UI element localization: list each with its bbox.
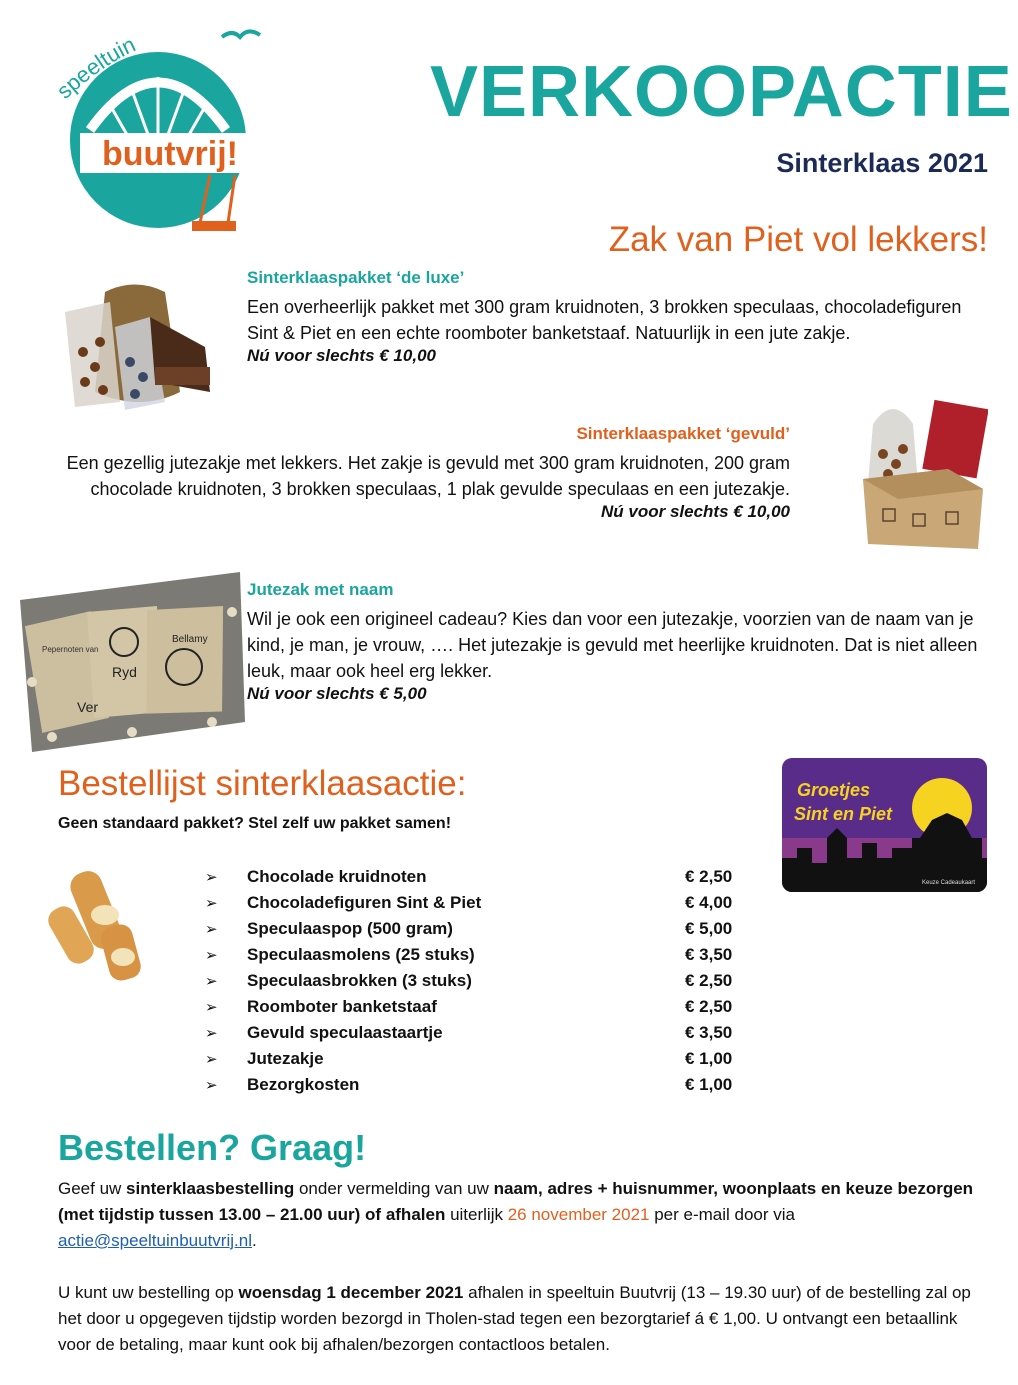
order-item (205, 942, 745, 968)
card-line1: Groetjes (797, 780, 871, 800)
swing-seat-icon (192, 221, 236, 231)
product-description: Wil je ook een origineel cadeau? Kies dan voor een jutezakje, voorzien van de naam van je kind, je man, je vrouw, …. Het jutezakje is gevuld met heerlijke kruidnoten. Dat is niet alleen leuk, maar ook heel erg lekker. (247, 609, 978, 681)
jute-label-1: Pepernoten van (42, 645, 99, 654)
order-item-price: € 4,00 (685, 893, 733, 912)
product-description: Een overheerlijk pakket met 300 gram kruidnoten, 3 brokken speculaas, chocoladefiguren Sint & Piet en een echte roomboter banketstaaf. Natuurlijk in een jute zakje. (247, 297, 962, 343)
order-item-name: Gevuld speculaastaartje (247, 1023, 443, 1042)
order-list (205, 864, 745, 1098)
arrow-bullet-icon: ➢ (205, 869, 218, 886)
arrow-bullet-icon: ➢ (205, 999, 218, 1016)
order-item-name: Jutezakje (247, 1049, 324, 1068)
order-item (205, 916, 745, 942)
text: per e-mail door via (649, 1205, 795, 1224)
arrow-bullet-icon: ➢ (205, 1051, 218, 1068)
card-line2: Sint en Piet (794, 804, 893, 824)
order-item-price: € 3,50 (685, 945, 733, 964)
arrow-bullet-icon: ➢ (205, 1025, 218, 1042)
gift-card-image (782, 758, 987, 892)
arrow-bullet-icon: ➢ (205, 1077, 218, 1094)
product-jutezak (247, 580, 987, 704)
arrow-bullet-icon: ➢ (205, 973, 218, 990)
order-item (205, 1072, 745, 1098)
page-title: VERKOOPACTIE (430, 52, 1013, 132)
text: . (251, 1231, 257, 1250)
emphasis: naam, adres + huisnummer, woonplaats en keuze bezorgen (met tijdstip tussen 13.00 – 21.00 uur) of afhalen (58, 1179, 974, 1224)
deadline-date: 26 november 2021 (507, 1205, 650, 1224)
product-description: Een gezellig jutezakje met lekkers. Het zakje is gevuld met 300 gram kruidnoten, 200 gram chocolade kruidnoten, 3 brokken speculaas, 1 plak gevulde speculaas en een jutezakje. (66, 453, 790, 499)
order-item-name: Speculaasmolens (25 stuks) (247, 945, 475, 964)
jute-label-4: Bellamy (172, 634, 208, 645)
pickup-paragraph (58, 1280, 988, 1358)
product-title: Sinterklaaspakket ‘gevuld’ (576, 424, 790, 443)
logo-top-text: speeltuin (51, 31, 140, 104)
order-item-name: Bezorgkosten (247, 1075, 360, 1094)
bird-icon (222, 31, 260, 37)
order-item-price: € 3,50 (685, 1023, 733, 1042)
cta-paragraph (58, 1176, 988, 1254)
logo-main-text: buutvrij! (102, 135, 238, 173)
order-item-name: Speculaasbrokken (3 stuks) (247, 971, 472, 990)
order-item-price: € 1,00 (685, 1075, 733, 1094)
order-item (205, 968, 745, 994)
text: onder vermelding van uw (294, 1179, 494, 1198)
order-item-name: Chocolade kruidnoten (247, 867, 427, 886)
arrow-bullet-icon: ➢ (205, 921, 218, 938)
text: afhalen in speeltuin Buutvrij (13 – 19.30 uur) of de bestelling zal op het door u opgegeven tijdstip worden bezorgd in Tholen-stad tegen een bezorgtarief á € 1,00. U ontvangt een betaallink voor de betaling, maar kunt ook bij afhalen/bezorgen contactloos betalen. (58, 1283, 971, 1354)
text: U kunt uw bestelling op (58, 1283, 239, 1302)
jute-label-2: Ver (77, 699, 99, 715)
speeltuin-buutvrij-logo (50, 25, 280, 240)
product-image-jutezak (12, 572, 245, 752)
jute-label-3: Ryd (112, 664, 137, 680)
cta-title: Bestellen? Graag! (58, 1127, 367, 1168)
product-price: Nú voor slechts € 10,00 (601, 502, 790, 521)
order-item (205, 864, 745, 890)
page-subtitle: Sinterklaas 2021 (776, 148, 988, 178)
order-item-price: € 2,50 (685, 971, 733, 990)
arrow-bullet-icon: ➢ (205, 895, 218, 912)
order-item-price: € 2,50 (685, 867, 733, 886)
pickup-date: woensdag 1 december 2021 (238, 1283, 464, 1302)
order-title: Bestellijst sinterklaasactie: (58, 764, 467, 803)
card-footer: Keuze Cadeaukaart (922, 880, 976, 886)
order-item (205, 1046, 745, 1072)
order-item (205, 994, 745, 1020)
product-image-gevuld (858, 394, 988, 554)
product-title: Jutezak met naam (247, 580, 394, 599)
text: uiterlijk (445, 1205, 508, 1224)
product-price: Nú voor slechts € 10,00 (247, 346, 436, 365)
order-item-name: Speculaaspop (500 gram) (247, 919, 453, 938)
order-item-price: € 1,00 (685, 1049, 733, 1068)
order-item-price: € 5,00 (685, 919, 733, 938)
product-luxe (247, 268, 987, 366)
order-item (205, 1020, 745, 1046)
order-subtitle: Geen standaard pakket? Stel zelf uw pakket samen! (58, 815, 452, 832)
text: Geef uw (58, 1179, 127, 1198)
email-link[interactable]: actie@speeltuinbuutvrij.nl (58, 1231, 252, 1250)
banketstaaf-image (45, 865, 175, 995)
product-gevuld (50, 424, 790, 522)
tagline: Zak van Piet vol lekkers! (608, 220, 988, 259)
order-item-name: Roomboter banketstaaf (247, 997, 437, 1016)
order-item-name: Chocoladefiguren Sint & Piet (247, 893, 482, 912)
product-title: Sinterklaaspakket ‘de luxe’ (247, 268, 465, 287)
order-item (205, 890, 745, 916)
arrow-bullet-icon: ➢ (205, 947, 218, 964)
product-price: Nú voor slechts € 5,00 (247, 684, 427, 703)
order-item-price: € 2,50 (685, 997, 733, 1016)
product-image-luxe (55, 272, 215, 414)
emphasis: sinterklaasbestelling (126, 1179, 295, 1198)
